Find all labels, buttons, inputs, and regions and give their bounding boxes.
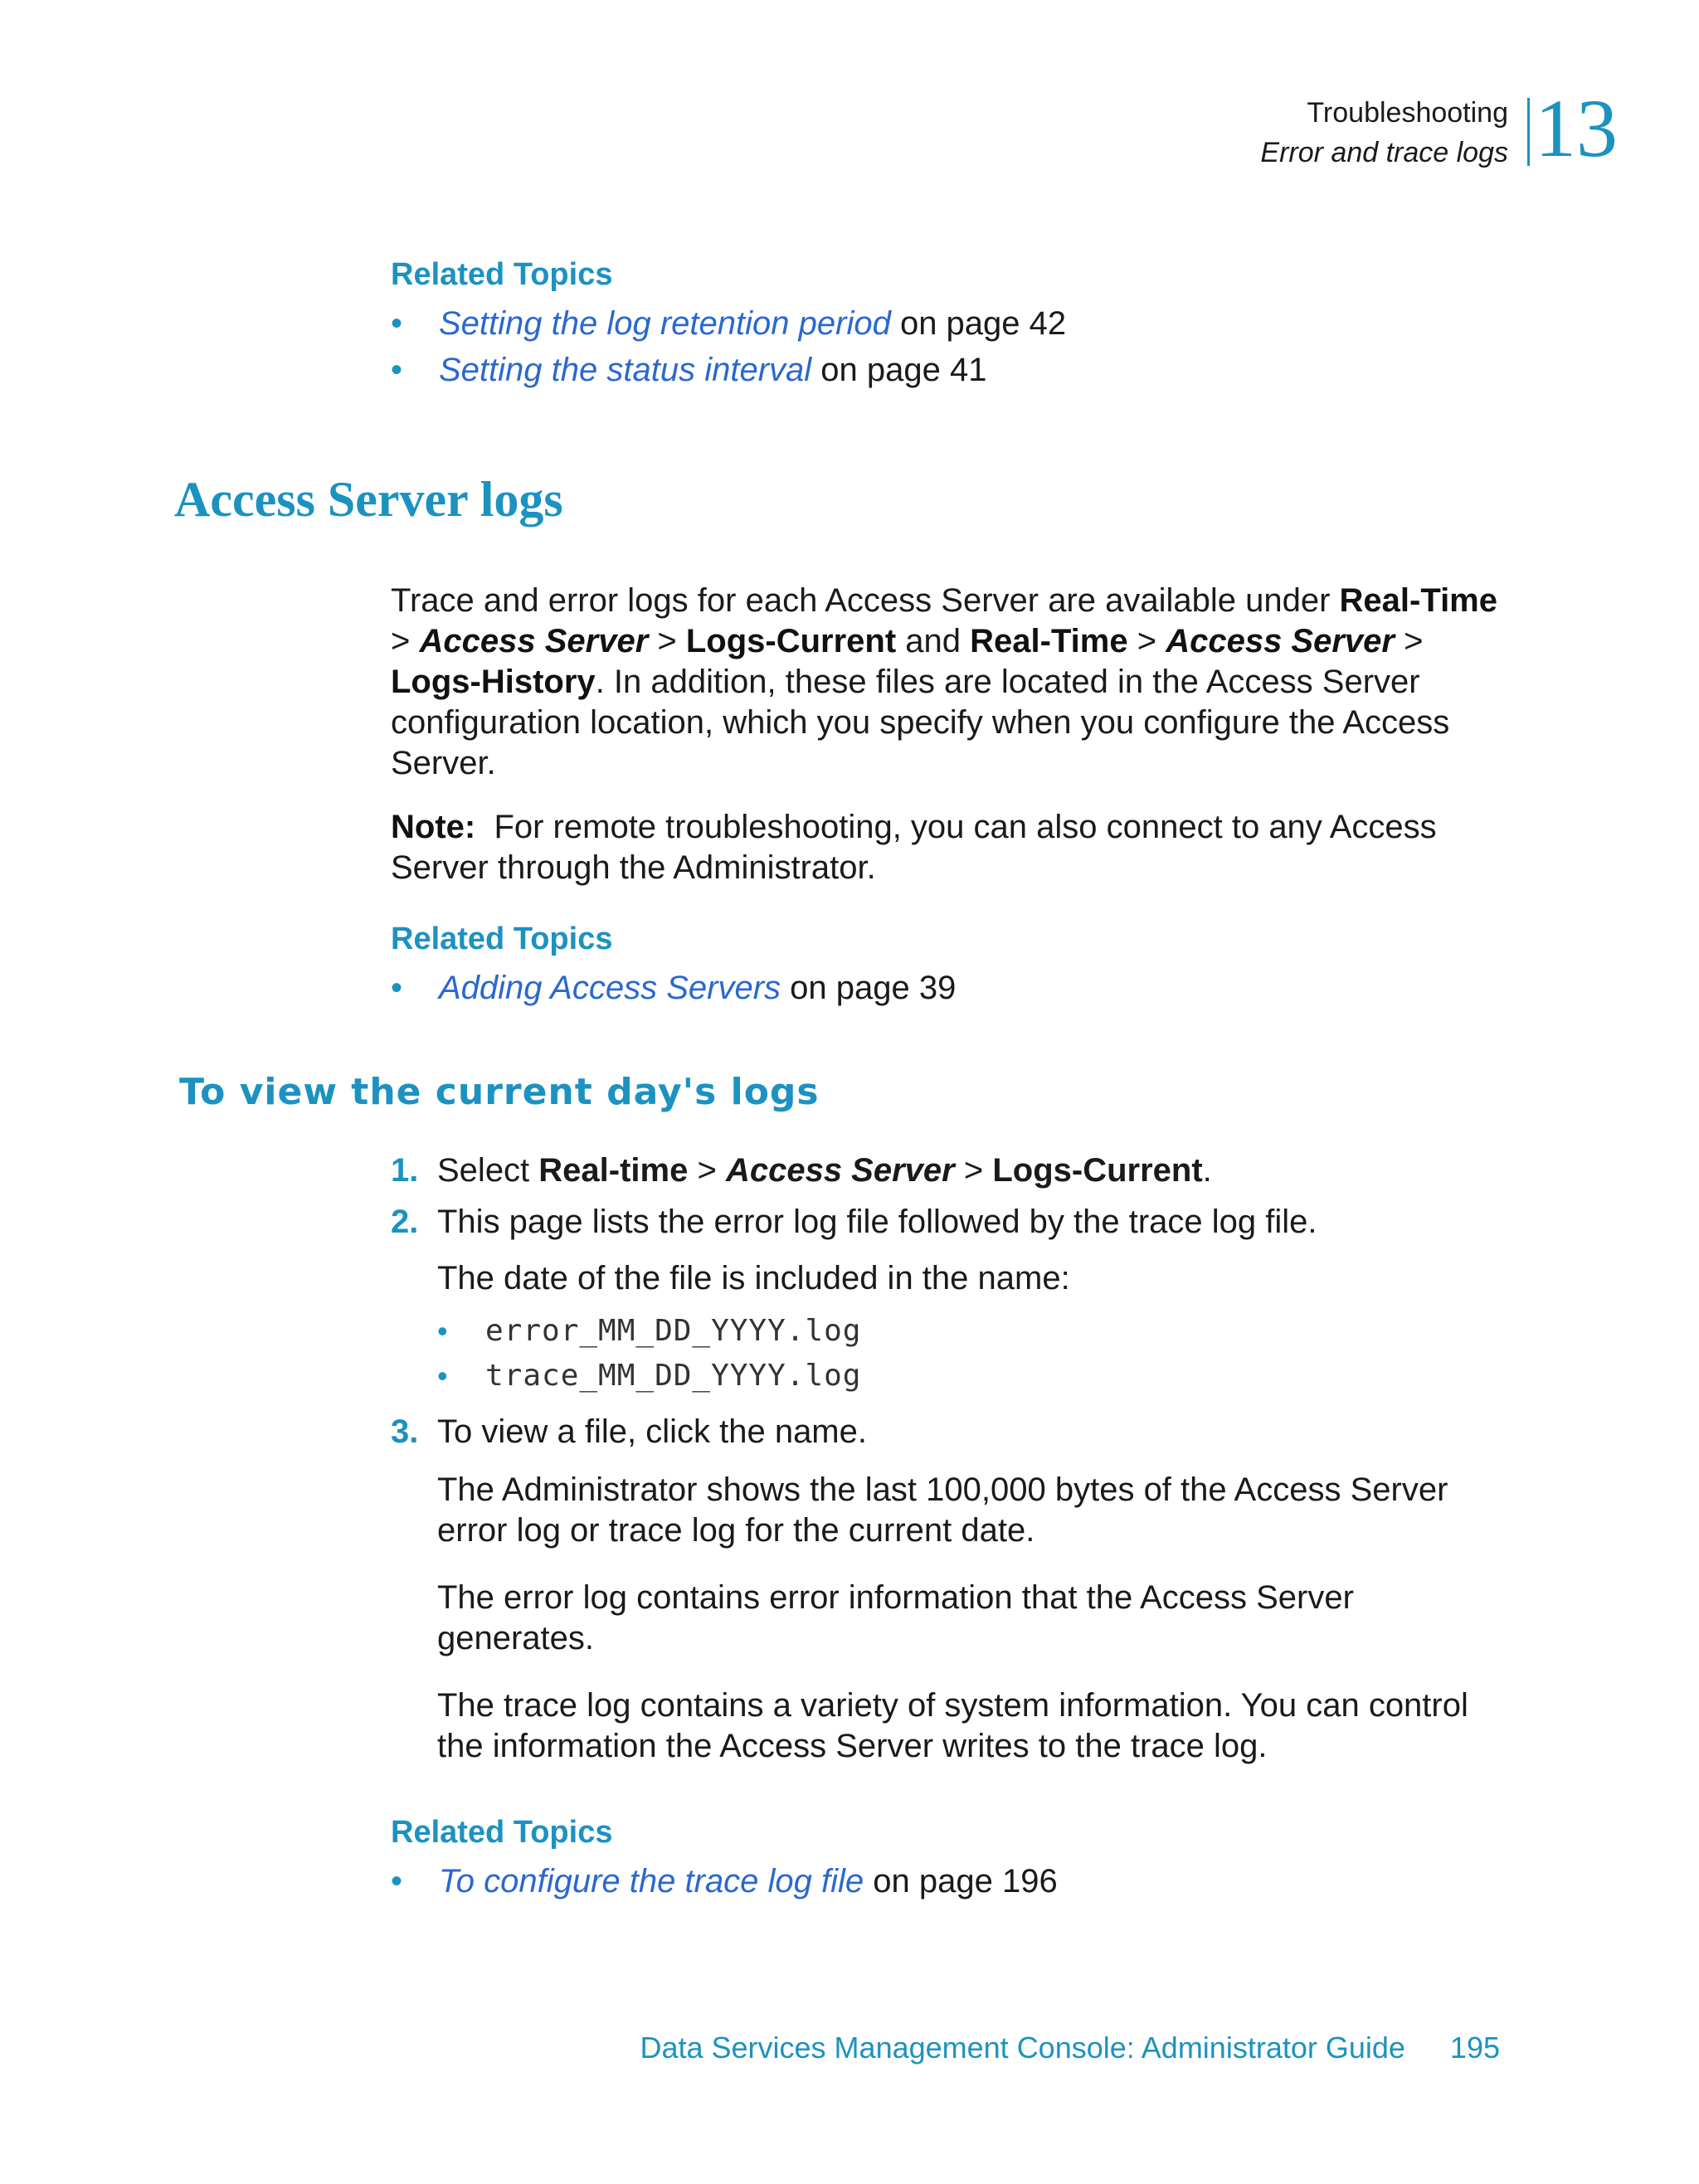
- related-topic-page-ref: on page 41: [811, 352, 987, 388]
- step-detail: The date of the file is included in the name:: [437, 1260, 1070, 1296]
- note-text: For remote troubleshooting, you can also connect to any Access Server through the Administrator.: [391, 809, 1446, 886]
- menu-path-logs-current: Logs-Current: [992, 1152, 1203, 1189]
- text-run: >: [1394, 623, 1424, 659]
- bullet-icon: •: [391, 970, 403, 1006]
- note-paragraph: [391, 807, 1519, 888]
- menu-path-real-time: Real-time: [538, 1152, 689, 1189]
- running-header: [762, 93, 1508, 173]
- log-file-item: [437, 1309, 1519, 1354]
- section-access-body: [391, 581, 1519, 1011]
- menu-path-access-server: Access Server: [725, 1152, 955, 1189]
- step-2: [391, 1199, 1519, 1398]
- section-heading-view-current-logs: To view the current day's logs: [179, 1071, 820, 1113]
- text-run: . In addition, these files are located in the Access Server configuration location, which you specify when you configure the Access Server.: [391, 664, 1450, 781]
- menu-path-logs-history: Logs-History: [391, 664, 596, 700]
- section-view-body: [391, 1147, 1519, 1904]
- text-run: >: [1127, 623, 1166, 659]
- bullet-icon: •: [391, 352, 403, 388]
- step-1: [391, 1147, 1519, 1194]
- text-run: >: [688, 1152, 726, 1189]
- related-topic-page-ref: on page 196: [864, 1863, 1058, 1899]
- bullet-icon: •: [391, 305, 403, 342]
- text-run: Trace and error logs for each Access Server are available under: [391, 582, 1340, 619]
- related-topics-view: [391, 1812, 1519, 1904]
- step-3: [391, 1408, 1519, 1767]
- related-topic-item: [391, 965, 1519, 1011]
- text-run: >: [648, 623, 686, 659]
- related-topics-access: [391, 918, 1519, 1011]
- text-run: >: [391, 623, 420, 659]
- related-topics-list: [391, 300, 1519, 393]
- text-run: .: [1202, 1152, 1212, 1189]
- text-run: >: [954, 1152, 993, 1189]
- step-detail: The trace log contains a variety of system information. You can control the information the Access Server writes to the trace log.: [437, 1687, 1468, 1764]
- step-text: This page lists the error log file followed by the trace log file.: [437, 1204, 1317, 1240]
- related-topics-heading: Related Topics: [391, 1815, 613, 1850]
- section-heading-access-server-logs: Access Server logs: [174, 472, 563, 527]
- related-topic-item: [391, 1858, 1519, 1904]
- menu-path-access-server: Access Server: [1166, 623, 1395, 659]
- related-topic-page-ref: on page 39: [781, 970, 957, 1006]
- chapter-number: 13: [1535, 82, 1618, 174]
- menu-path-logs-current: Logs-Current: [685, 623, 897, 659]
- menu-path-real-time: Real-Time: [1339, 582, 1497, 619]
- bullet-icon: •: [437, 1314, 449, 1348]
- related-topic-link[interactable]: Setting the status interval: [439, 352, 812, 388]
- footer-book-title: Data Services Management Console: Administrator Guide: [640, 2031, 1405, 2065]
- related-topic-page-ref: on page 42: [890, 305, 1067, 342]
- log-file-item: [437, 1354, 1519, 1398]
- footer-page-number: 195: [1449, 2031, 1500, 2065]
- related-topic-link[interactable]: Setting the log retention period: [439, 305, 891, 342]
- related-topic-item: [391, 300, 1519, 347]
- step-number: 1.: [391, 1152, 419, 1189]
- step-number: 2.: [391, 1204, 419, 1240]
- text-run: Select: [437, 1152, 539, 1189]
- step-text: To view a file, click the name.: [437, 1413, 867, 1450]
- bullet-icon: •: [437, 1359, 449, 1393]
- header-section-title: Error and trace logs: [1260, 137, 1508, 168]
- related-topics-list: [391, 965, 1519, 1011]
- menu-path-access-server: Access Server: [419, 623, 649, 659]
- log-file-name: error_MM_DD_YYYY.log: [485, 1314, 862, 1348]
- step-number: 3.: [391, 1413, 419, 1450]
- related-topics-heading: Related Topics: [391, 257, 613, 292]
- header-divider: [1527, 98, 1530, 166]
- step-detail: The Administrator shows the last 100,000 bytes of the Access Server error log or trace log for the current date.: [437, 1471, 1448, 1549]
- related-topic-link[interactable]: To configure the trace log file: [439, 1863, 864, 1899]
- log-file-list: [437, 1309, 1519, 1398]
- intro-paragraph: [391, 581, 1519, 784]
- menu-path-real-time: Real-Time: [970, 623, 1128, 659]
- page-footer: [581, 2026, 1500, 2070]
- header-chapter-title: Troubleshooting: [1307, 97, 1508, 129]
- log-file-name: trace_MM_DD_YYYY.log: [485, 1359, 862, 1393]
- text-run: and: [896, 623, 971, 659]
- step-detail: The error log contains error information that the Access Server generates.: [437, 1579, 1354, 1656]
- related-topics-top: [391, 254, 1519, 393]
- related-topic-link[interactable]: Adding Access Servers: [439, 970, 781, 1006]
- related-topics-heading: Related Topics: [391, 922, 613, 956]
- related-topics-list: [391, 1858, 1519, 1904]
- note-label: Note:: [391, 809, 476, 845]
- bullet-icon: •: [391, 1863, 403, 1899]
- related-topic-item: [391, 347, 1519, 393]
